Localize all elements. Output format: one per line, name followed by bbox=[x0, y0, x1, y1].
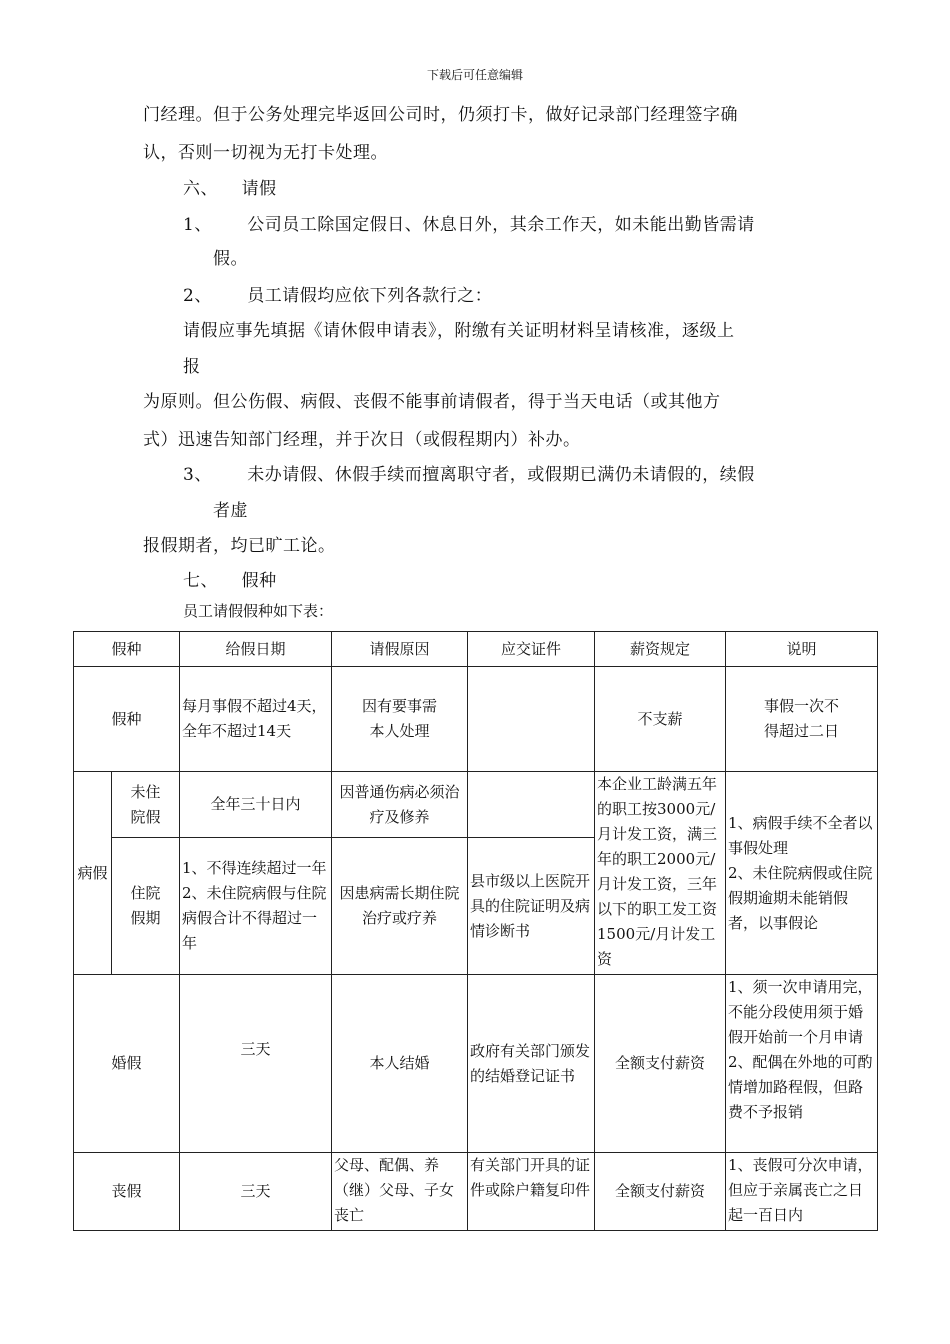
pay-cell: 不支薪 bbox=[595, 667, 726, 772]
col-header: 说明 bbox=[726, 632, 878, 667]
pay-cell: 全额支付薪资 bbox=[595, 975, 726, 1153]
section-heading-leave-types: 七、 假种 bbox=[183, 571, 277, 591]
doc-cell: 政府有关部门颁发的结婚登记证书 bbox=[468, 975, 595, 1153]
table-row bbox=[74, 1153, 878, 1231]
doc-cell: 县市级以上医院开具的住院证明及病情诊断书 bbox=[468, 838, 595, 975]
reason-cell: 因有要事需 本人处理 bbox=[332, 667, 468, 772]
page-header: 下载后可任意编辑 bbox=[426, 68, 523, 82]
leave-type-cell: 假种 bbox=[74, 667, 180, 772]
body-line: 1、 公司员工除国定假日、休息日外，其余工作天，如未能出勤皆需请 bbox=[183, 215, 755, 235]
col-header: 请假原因 bbox=[332, 632, 468, 667]
body-line: 报假期者，均已旷工论。 bbox=[143, 536, 336, 556]
leave-type-cell: 丧假 bbox=[74, 1153, 180, 1231]
body-line: 为原则。但公伤假、病假、丧假不能事前请假者，得于当天电话（或其他方 bbox=[143, 392, 721, 412]
leave-type-cell: 婚假 bbox=[74, 975, 180, 1153]
reason-cell: 父母、配偶、养（继）父母、子女丧亡 bbox=[332, 1153, 468, 1231]
body-line: 假。 bbox=[213, 249, 248, 269]
table-row bbox=[74, 772, 878, 838]
body-line: 3、 未办请假、休假手续而擅离职守者，或假期已满仍未请假的，续假 bbox=[183, 465, 755, 485]
body-line: 认，否则一切视为无打卡处理。 bbox=[143, 143, 388, 163]
leave-types-table bbox=[73, 631, 878, 1231]
reason-cell: 因患病需长期住院治疗或疗养 bbox=[332, 838, 468, 975]
reason-cell: 本人结婚 bbox=[332, 975, 468, 1153]
col-header: 假种 bbox=[74, 632, 180, 667]
note-cell: 1、丧假可分次申请，但应于亲属丧亡之日起一百日内 bbox=[726, 1153, 878, 1231]
body-line: 式）迅速告知部门经理，并于次日（或假程期内）补办。 bbox=[143, 430, 581, 450]
pay-cell: 本企业工龄满五年的职工按3000元/月计发工资，满三年的职工2000元/月计发工资，三年以下的职工发工资1500元/月计发工资 bbox=[595, 772, 726, 975]
section-heading-leave: 六、 请假 bbox=[183, 179, 277, 199]
table-header-row bbox=[74, 632, 878, 667]
doc-cell bbox=[468, 772, 595, 838]
date-cell: 1、不得连续超过一年 2、未住院病假与住院病假合计不得超过一年 bbox=[180, 838, 332, 975]
col-header: 薪资规定 bbox=[595, 632, 726, 667]
note-cell: 1、病假手续不全者以事假处理 2、未住院病假或住院假期逾期未能销假者，以事假论 bbox=[726, 772, 878, 975]
subtype-cell: 住院 假期 bbox=[112, 838, 180, 975]
date-cell: 三天 bbox=[180, 1153, 332, 1231]
date-cell: 全年三十日内 bbox=[180, 772, 332, 838]
note-cell: 1、须一次申请用完，不能分段使用须于婚假开始前一个月申请 2、配偶在外地的可酌情增加路程假，但路费不予报销 bbox=[726, 975, 878, 1153]
body-line: 门经理。但于公务处理完毕返回公司时，仍须打卡，做好记录部门经理签字确 bbox=[143, 105, 738, 125]
date-cell: 每月事假不超过4天，全年不超过14天 bbox=[180, 667, 332, 772]
reason-cell: 因普通伤病必须治疗及修养 bbox=[332, 772, 468, 838]
body-line: 2、 员工请假均应依下列各款行之： bbox=[183, 286, 493, 306]
note-cell: 事假一次不 得超过二日 bbox=[726, 667, 878, 772]
doc-cell: 有关部门开具的证件或除户籍复印件 bbox=[468, 1153, 595, 1231]
table-intro: 员工请假假种如下表： bbox=[183, 602, 334, 620]
date-cell: 三天 bbox=[180, 975, 332, 1153]
col-header: 应交证件 bbox=[468, 632, 595, 667]
table-row bbox=[74, 975, 878, 1153]
table-row bbox=[74, 667, 878, 772]
leave-type-cell: 病假 bbox=[74, 772, 112, 975]
body-line: 者虚 bbox=[213, 501, 248, 521]
doc-cell bbox=[468, 667, 595, 772]
col-header: 给假日期 bbox=[180, 632, 332, 667]
body-line: 请假应事先填据《请休假申请表》，附缴有关证明材料呈请核准，逐级上 bbox=[183, 321, 735, 341]
subtype-cell: 未住 院假 bbox=[112, 772, 180, 838]
body-line: 报 bbox=[183, 357, 201, 377]
pay-cell: 全额支付薪资 bbox=[595, 1153, 726, 1231]
